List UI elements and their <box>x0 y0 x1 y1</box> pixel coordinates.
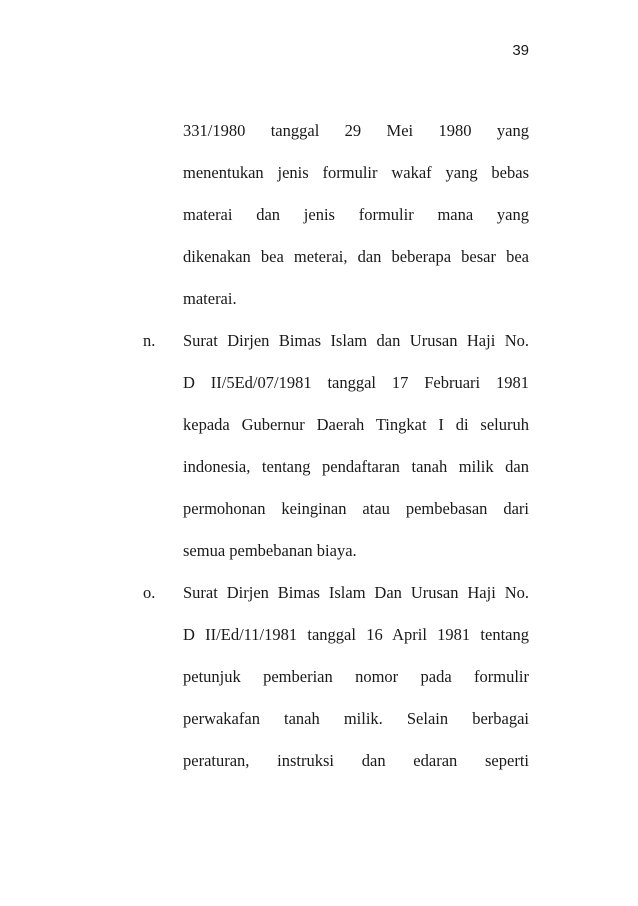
text-line: 331/1980 tanggal 29 Mei 1980 yang <box>183 121 529 140</box>
text-line: dikenakan bea meterai, dan beberapa besar bea <box>183 247 529 266</box>
text-line: indonesia, tentang pendaftaran tanah milik dan <box>183 457 529 476</box>
list-marker: n. <box>143 331 156 350</box>
text-line: Surat Dirjen Bimas Islam Dan Urusan Haji No. <box>183 583 529 602</box>
text-line: peraturan, instruksi dan edaran seperti <box>183 751 529 770</box>
text-line: permohonan keinginan atau pembebasan dari <box>183 499 529 518</box>
text-line: petunjuk pemberian nomor pada formulir <box>183 667 529 686</box>
text-line: semua pembebanan biaya. <box>183 541 357 560</box>
text-line: kepada Gubernur Daerah Tingkat I di seluruh <box>183 415 529 434</box>
text-line: menentukan jenis formulir wakaf yang bebas <box>183 163 529 182</box>
text-line: D II/Ed/11/1981 tanggal 16 April 1981 tentang <box>183 625 529 644</box>
text-line: Surat Dirjen Bimas Islam dan Urusan Haji No. <box>183 331 529 350</box>
text-line: materai dan jenis formulir mana yang <box>183 205 529 224</box>
page-number: 39 <box>512 42 529 59</box>
text-line: D II/5Ed/07/1981 tanggal 17 Februari 1981 <box>183 373 529 392</box>
list-marker: o. <box>143 583 156 602</box>
text-line: perwakafan tanah milik. Selain berbagai <box>183 709 529 728</box>
text-line: materai. <box>183 289 237 308</box>
